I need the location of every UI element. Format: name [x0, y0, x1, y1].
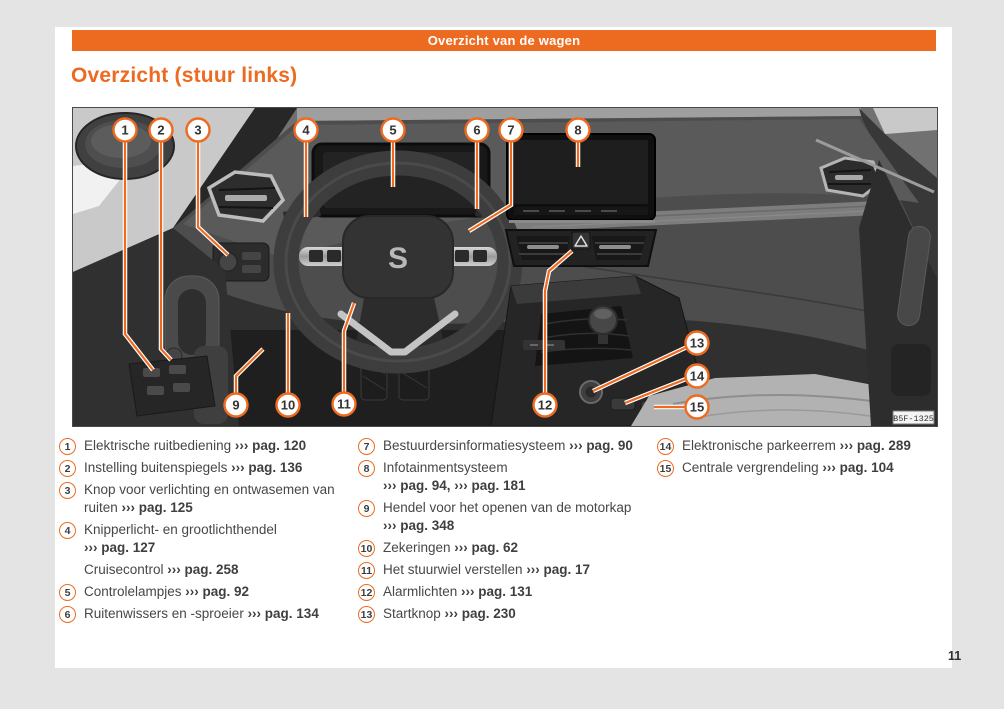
legend-item-text: Alarmlichten ››› pag. 131 [383, 584, 533, 599]
infotainment-screen [507, 134, 655, 223]
legend-item-text: Knipperlicht- en grootlichthendel ››› pag. 127 [84, 522, 277, 555]
legend-item [59, 481, 349, 517]
callout-number: 7 [507, 122, 515, 138]
legend-item-text: Ruitenwissers en -sproeier ››› pag. 134 [84, 606, 319, 621]
legend-item [59, 459, 349, 477]
callout-number: 13 [689, 335, 705, 351]
legend-item [358, 459, 648, 495]
callout-number-badge: 6 [59, 606, 76, 623]
legend-item [59, 561, 349, 579]
page-reference: ››› pag. 131 [461, 584, 533, 599]
figure-code-label [893, 411, 934, 424]
dashboard-figure [72, 107, 938, 427]
page-reference: ››› pag. 348 [383, 518, 455, 533]
start-button [580, 381, 602, 403]
window-switch-panel [129, 356, 215, 416]
callout-number: 8 [574, 122, 582, 138]
callout-number: 2 [157, 122, 165, 138]
legend-columns [59, 437, 956, 627]
steering-column [355, 293, 445, 348]
legend-item [59, 605, 349, 623]
legend-item [59, 521, 349, 557]
legend-item-text: Het stuurwiel verstellen ››› pag. 17 [383, 562, 591, 577]
dashboard-illustration [73, 108, 937, 426]
callout-number: 5 [389, 122, 397, 138]
page-title: Overzicht (stuur links) [71, 64, 298, 87]
legend-item-text: Instelling buitenspiegels ››› pag. 136 [84, 460, 303, 475]
callout-number-badge: 11 [358, 562, 375, 579]
callout-number-badge: 13 [358, 606, 375, 623]
callout-number-badge: 12 [358, 584, 375, 601]
callout-number-badge: 9 [358, 500, 375, 517]
chapter-banner: Overzicht van de wagen [72, 30, 936, 51]
legend-item-text: Zekeringen ››› pag. 62 [383, 540, 519, 555]
page-reference: ››› pag. 62 [454, 540, 519, 555]
legend-item [358, 437, 648, 455]
legend-item [358, 561, 648, 579]
callout-number-badge: 3 [59, 482, 76, 499]
callout-number: 1 [121, 122, 129, 138]
center-air-vents [506, 230, 656, 266]
legend-item-text: Infotainmentsysteem ››› pag. 94, ››› pag. 181 [383, 460, 526, 493]
callout-number-badge: 5 [59, 584, 76, 601]
callout-number-badge: 15 [657, 460, 674, 477]
callout-number: 14 [689, 368, 705, 384]
page-reference: ››› pag. 134 [247, 606, 319, 621]
callout-number-badge: 10 [358, 540, 375, 557]
legend-item-text: Elektrische ruitbediening ››› pag. 120 [84, 438, 307, 453]
page-reference: ››› pag. 90 [569, 438, 633, 453]
callout-number-badge: 8 [358, 460, 375, 477]
gear-knob [589, 306, 617, 334]
legend-item [358, 605, 648, 623]
callout-number-spacer [59, 562, 76, 579]
callout-number: 10 [280, 397, 296, 413]
legend-column-3 [657, 437, 947, 627]
page-number: 11 [948, 649, 962, 663]
legend-item-text: Elektronische parkeerrem ››› pag. 289 [682, 438, 911, 453]
page-reference: ››› pag. 120 [234, 438, 307, 453]
page-reference: ››› pag. 94, ››› pag. 181 [383, 478, 526, 493]
callout-number: 15 [689, 399, 705, 415]
left-air-vent [209, 172, 283, 221]
callout-number: 12 [537, 397, 553, 413]
legend-item [59, 583, 349, 601]
legend-column-1 [59, 437, 349, 627]
page-reference: ››› pag. 92 [185, 584, 250, 599]
legend-item [358, 583, 648, 601]
page-reference: ››› pag. 289 [839, 438, 911, 453]
legend-item [358, 539, 648, 557]
page-reference: ››› pag. 136 [231, 460, 303, 475]
legend-item [657, 459, 947, 477]
legend-item [657, 437, 947, 455]
legend-item-text: Hendel voor het openen van de motorkap ››› pag. 348 [383, 500, 632, 533]
svg-text:B5F-1325: B5F-1325 [893, 414, 934, 424]
legend-item-text: Knop voor verlichting en ontwasemen van ruiten ››› pag. 125 [84, 482, 335, 515]
page-reference: ››› pag. 125 [121, 500, 193, 515]
callout-number-badge: 4 [59, 522, 76, 539]
callout-number: 3 [194, 122, 202, 138]
callout-number-badge: 1 [59, 438, 76, 455]
hazard-button [572, 232, 590, 249]
callout-number-badge: 2 [59, 460, 76, 477]
callout-number: 4 [302, 122, 310, 138]
legend-item-text: Controlelampjes ››› pag. 92 [84, 584, 250, 599]
legend-item-text: Startknop ››› pag. 230 [383, 606, 516, 621]
callout-number: 11 [337, 396, 351, 412]
callout-number-badge: 7 [358, 438, 375, 455]
legend-item-text: Bestuurdersinformatiesysteem ››› pag. 90 [383, 438, 633, 453]
legend-column-2 [358, 437, 648, 627]
page-reference: ››› pag. 17 [526, 562, 591, 577]
callout-number: 9 [232, 397, 240, 413]
page-reference: ››› pag. 230 [444, 606, 516, 621]
legend-item-text: Centrale vergrendeling ››› pag. 104 [682, 460, 894, 475]
legend-item [59, 437, 349, 455]
legend-item [358, 499, 648, 535]
seat-logo-icon: S [387, 242, 409, 275]
page-reference: ››› pag. 104 [822, 460, 894, 475]
page-reference: ››› pag. 258 [167, 562, 239, 577]
callout-number: 6 [473, 122, 481, 138]
callout-number-badge: 14 [657, 438, 674, 455]
page-reference: ››› pag. 127 [84, 540, 156, 555]
legend-item-text: Cruisecontrol ››› pag. 258 [84, 562, 239, 577]
